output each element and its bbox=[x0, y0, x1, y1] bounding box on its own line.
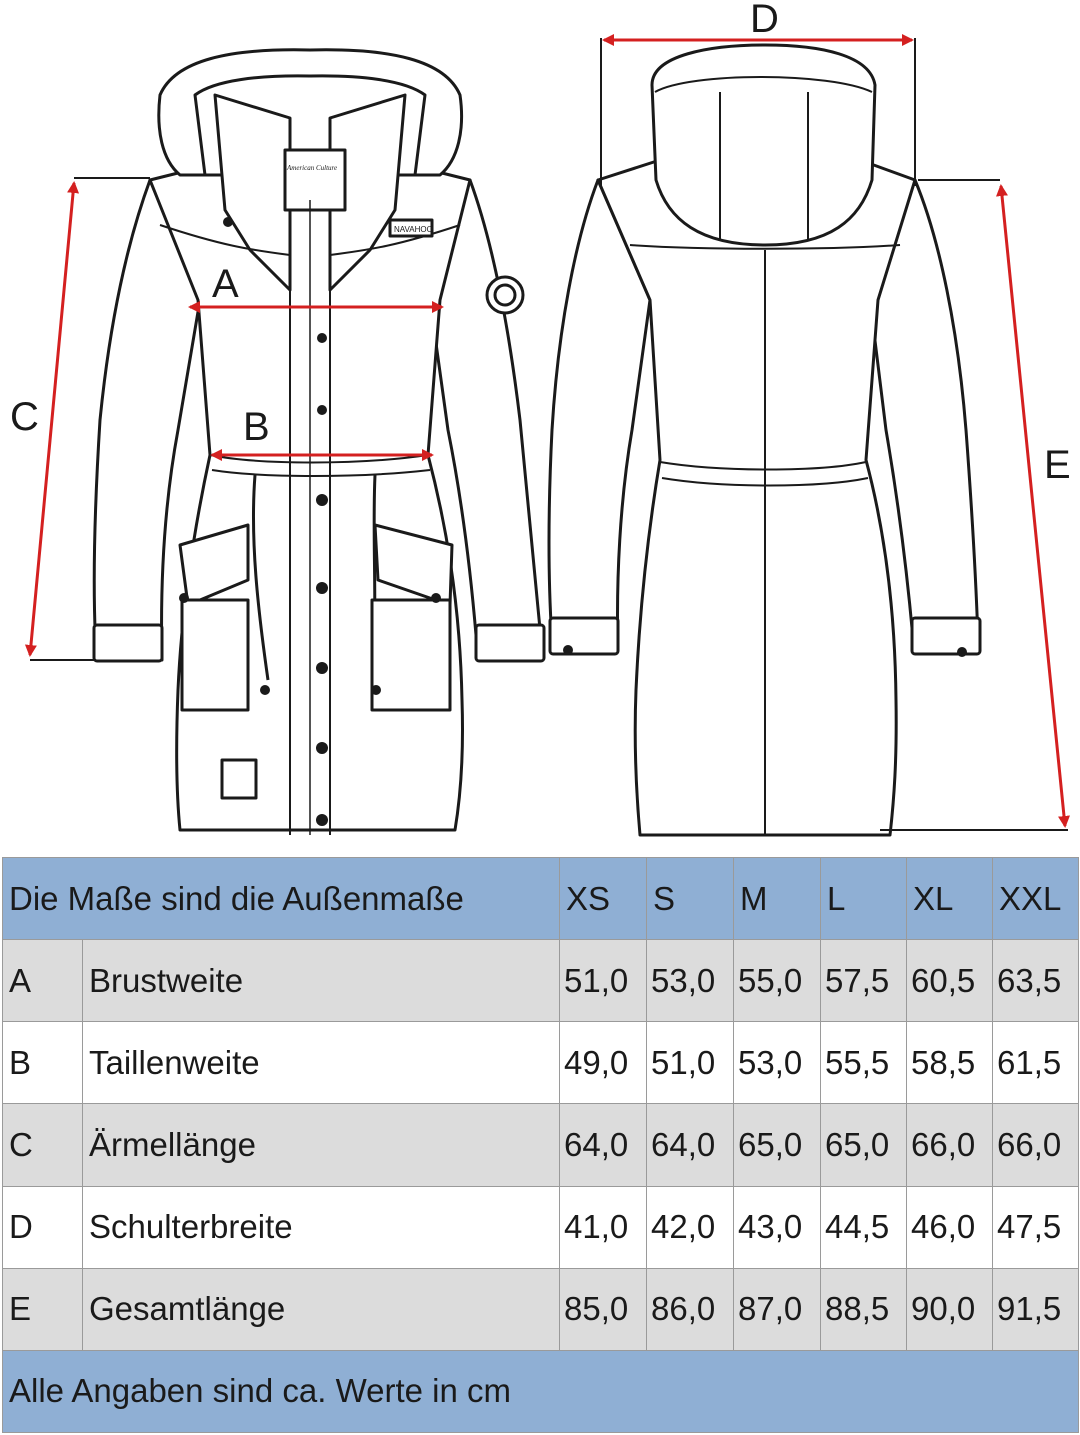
table-header-row bbox=[3, 858, 1079, 940]
back-right-cuff bbox=[912, 618, 980, 654]
row-value: 64,0 bbox=[560, 1104, 647, 1186]
row-value: 53,0 bbox=[734, 1022, 821, 1104]
table-footer-row bbox=[3, 1350, 1079, 1432]
label-b: B bbox=[243, 405, 270, 449]
row-name: Ärmellänge bbox=[83, 1104, 560, 1186]
label-c: C bbox=[10, 395, 39, 439]
row-value: 51,0 bbox=[560, 940, 647, 1022]
size-header: XS bbox=[560, 858, 647, 940]
row-value: 43,0 bbox=[734, 1186, 821, 1268]
table-row bbox=[3, 1268, 1079, 1350]
row-value: 60,5 bbox=[907, 940, 993, 1022]
size-header: XXL bbox=[993, 858, 1079, 940]
row-value: 53,0 bbox=[647, 940, 734, 1022]
table-row bbox=[3, 940, 1079, 1022]
row-value: 55,0 bbox=[734, 940, 821, 1022]
row-value: 49,0 bbox=[560, 1022, 647, 1104]
row-value: 90,0 bbox=[907, 1268, 993, 1350]
size-table bbox=[2, 857, 1079, 1433]
front-collar-label bbox=[285, 150, 345, 210]
row-value: 87,0 bbox=[734, 1268, 821, 1350]
row-value: 46,0 bbox=[907, 1186, 993, 1268]
label-a: A bbox=[212, 262, 239, 306]
front-brand-text: NAVAHOO bbox=[394, 225, 433, 234]
table-footer-note: Alle Angaben sind ca. Werte in cm bbox=[3, 1350, 1079, 1432]
row-value: 85,0 bbox=[560, 1268, 647, 1350]
back-hood bbox=[652, 45, 875, 245]
row-name: Gesamtlänge bbox=[83, 1268, 560, 1350]
back-body bbox=[598, 160, 915, 835]
front-left-pocket bbox=[182, 600, 248, 710]
row-value: 88,5 bbox=[821, 1268, 907, 1350]
back-left-cuff bbox=[550, 618, 618, 654]
row-value: 51,0 bbox=[647, 1022, 734, 1104]
row-value: 58,5 bbox=[907, 1022, 993, 1104]
size-header: M bbox=[734, 858, 821, 940]
row-value: 66,0 bbox=[993, 1104, 1079, 1186]
table-row bbox=[3, 1022, 1079, 1104]
row-value: 63,5 bbox=[993, 940, 1079, 1022]
row-name: Schulterbreite bbox=[83, 1186, 560, 1268]
row-value: 65,0 bbox=[734, 1104, 821, 1186]
table-header-title: Die Maße sind die Außenmaße bbox=[3, 858, 560, 940]
front-right-cuff bbox=[476, 625, 544, 661]
row-value: 91,5 bbox=[993, 1268, 1079, 1350]
row-value: 65,0 bbox=[821, 1104, 907, 1186]
row-value: 42,0 bbox=[647, 1186, 734, 1268]
row-value: 57,5 bbox=[821, 940, 907, 1022]
label-e: E bbox=[1044, 443, 1071, 487]
row-value: 86,0 bbox=[647, 1268, 734, 1350]
size-header: S bbox=[647, 858, 734, 940]
row-value: 55,5 bbox=[821, 1022, 907, 1104]
front-hem-label bbox=[222, 760, 256, 798]
front-left-cuff bbox=[94, 625, 162, 661]
row-value: 61,5 bbox=[993, 1022, 1079, 1104]
row-code: D bbox=[3, 1186, 83, 1268]
size-header: XL bbox=[907, 858, 993, 940]
row-value: 66,0 bbox=[907, 1104, 993, 1186]
front-right-pocket bbox=[372, 600, 450, 710]
row-value: 64,0 bbox=[647, 1104, 734, 1186]
row-name: Brustweite bbox=[83, 940, 560, 1022]
front-collar-text: American Culture bbox=[287, 164, 338, 172]
label-d: D bbox=[750, 0, 779, 41]
row-value: 44,5 bbox=[821, 1186, 907, 1268]
row-value: 47,5 bbox=[993, 1186, 1079, 1268]
row-code: B bbox=[3, 1022, 83, 1104]
row-value: 41,0 bbox=[560, 1186, 647, 1268]
row-name: Taillenweite bbox=[83, 1022, 560, 1104]
row-code: C bbox=[3, 1104, 83, 1186]
dim-arrow-e bbox=[1001, 186, 1065, 826]
table-row bbox=[3, 1186, 1079, 1268]
size-header: L bbox=[821, 858, 907, 940]
row-code: E bbox=[3, 1268, 83, 1350]
table-row bbox=[3, 1104, 1079, 1186]
row-code: A bbox=[3, 940, 83, 1022]
